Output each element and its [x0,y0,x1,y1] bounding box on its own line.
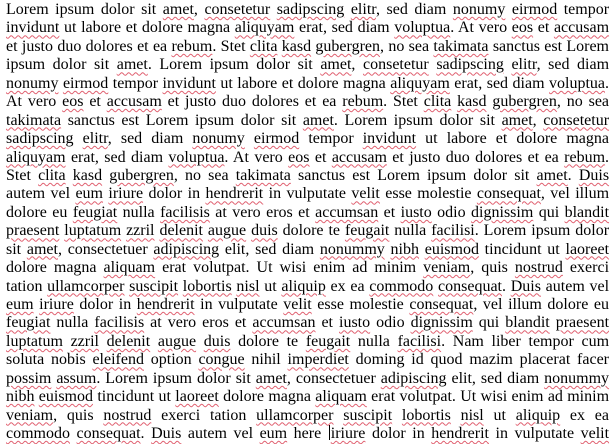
text-run: ex ea [325,277,370,295]
text-run: . [605,74,610,92]
misspelled-word: sadipscing [276,1,345,18]
misspelled-word: facilisi [397,332,442,350]
misspelled-word: dignissim [410,314,473,332]
misspelled-word: suscipit [343,406,393,424]
misspelled-word: euismod [38,388,93,406]
misspelled-word: amet [255,369,287,387]
text-run: dolor in [143,185,206,203]
misspelled-word: consequat [409,296,474,313]
misspelled-word: duis [251,222,278,240]
misspelled-word: gubergren [109,166,174,184]
misspelled-word: facilisi [431,222,475,240]
misspelled-word: luptatum [6,332,63,350]
misspelled-word: hendrerit [136,296,195,313]
misspelled-word: iusto [339,314,371,332]
misspelled-word: voluptua [168,148,225,166]
misspelled-word: dignissim [471,203,534,221]
misspelled-word: Duis [151,425,182,443]
text-run: sanctus est Lorem [488,37,609,55]
text-run: ipsum dolor sit [6,56,117,74]
misspelled-word: consetetur [204,1,271,18]
text-run: dolor in [365,425,432,443]
text-run: ut labore et dolore magna [215,74,391,92]
misspelled-word: elitr [350,1,376,18]
misspelled-word: consequat [76,425,141,443]
text-run: tempor [108,74,163,92]
misspelled-word: accusam [331,148,387,166]
misspelled-word: amet [501,111,533,129]
misspelled-word: imperdiet [287,351,349,369]
misspelled-word: accumsan [252,314,316,332]
misspelled-word: aliquyam [390,74,450,92]
text-line [6,388,609,406]
misspelled-word: facilisis [94,314,145,332]
misspelled-word: eum [75,185,103,203]
misspelled-word: nonumy [192,130,245,148]
text-run: doming id quod mazim placerat facer [348,351,610,369]
text-run: dolore te [230,332,306,350]
text-run: dolor in [73,296,137,313]
text-line [6,259,609,277]
text-line [6,56,609,74]
text-run: qui [533,203,565,221]
text-run [245,130,254,147]
misspelled-word: euismod [424,240,479,258]
misspelled-word: amet [116,56,148,74]
misspelled-word: veniam [6,406,54,424]
misspelled-word: ullamcorper [256,406,334,424]
misspelled-word: feugait [344,222,390,240]
text-run [333,407,343,424]
misspelled-word: praesent [555,314,610,332]
text-run: , vel illum [540,185,610,203]
misspelled-word: accusam [553,19,610,37]
text-run: . Lorem ipsum dolor sit [96,369,256,387]
text-run: sanctus est Lorem ipsum dolor sit [61,111,303,129]
text-run: tempor [299,130,363,148]
misspelled-word: lobortis [401,406,451,424]
misspelled-word: amet [302,111,334,129]
misspelled-word: takimata [433,37,489,55]
text-run: qui [472,314,506,332]
text-run: sanctus est Lorem ipsum dolor sit [290,166,537,184]
text-run: exerci [562,259,610,277]
misspelled-word: feugait [305,332,351,350]
misspelled-word: kasd [457,93,487,111]
text-line [6,1,609,19]
text-run [99,333,107,350]
misspelled-word: eos [288,148,310,166]
misspelled-word: eum [259,425,288,443]
text-run: . [140,425,152,443]
text-line [6,314,609,332]
text-run: . Stet [212,37,250,55]
text-run: ex ea [560,406,610,424]
misspelled-word: laoreet [175,388,219,406]
text-run: . [605,148,610,166]
misspelled-word: iriure [108,185,144,203]
misspelled-word: lobortis [182,277,232,295]
text-run: dolore eu [6,203,73,221]
text-line [6,204,609,222]
text-run: , [351,56,363,74]
misspelled-word: blandit [505,314,550,332]
text-run: nulla [389,222,432,240]
misspelled-word: nonummy [319,240,385,258]
misspelled-word: kasd [281,37,312,55]
misspelled-word: aliquam [103,259,156,277]
text-line [6,333,609,351]
text-run: ut labore et dolore magna [59,19,235,37]
misspelled-word: clita [423,93,452,111]
misspelled-word: duis [203,332,231,350]
misspelled-word: elitr [511,56,537,74]
text-line [6,112,609,130]
text-run [150,333,158,350]
text-line [6,296,609,314]
text-run: , no sea [173,166,236,184]
text-run: et [83,93,107,111]
text-run: , vel illum dolore eu [473,296,610,313]
text-run: . Nam liber tempor cum [441,332,610,350]
misspelled-word: nibh [390,240,419,258]
text-run: autem vel [540,277,610,295]
misspelled-word: eos [511,19,534,37]
text-run: . [502,277,511,295]
misspelled-word: invidunt [362,130,417,148]
misspelled-word: iusto [400,203,432,221]
misspelled-word: possim [6,369,52,387]
misspelled-word: rebum [564,148,606,166]
text-run: tincidunt ut [478,240,566,258]
text-run: ut [259,277,282,295]
misspelled-word: voluptua [394,19,451,37]
misspelled-word: feugiat [72,203,118,221]
misspelled-word: aliquip [281,277,326,295]
text-line [6,38,609,56]
text-run: , [532,111,544,129]
text-run: . [567,166,579,184]
misspelled-word: nostrud [103,406,152,424]
misspelled-word: takimata [6,111,62,129]
misspelled-word: kasd [72,166,103,184]
text-run [451,407,461,424]
text-run [392,407,402,424]
text-run: . At vero [450,19,512,37]
misspelled-word: blandit [564,203,610,221]
text-run [66,167,73,184]
misspelled-word: accusam [106,93,162,111]
text-cursor [329,425,330,440]
misspelled-word: nonumy [6,74,59,92]
misspelled-word: congue [198,351,245,369]
misspelled-word: commodo [369,277,434,295]
misspelled-word: amet [320,56,352,74]
text-run: nulla [350,332,398,350]
misspelled-word: iriure [330,425,366,443]
text-line [6,241,609,259]
text-run: dolore te [277,222,345,240]
text-run: , quis [53,406,104,424]
text-line [6,19,609,37]
misspelled-word: assum [56,369,97,387]
text-run: esse molestie [379,185,477,203]
misspelled-word: suscipit [129,277,179,295]
text-run: et [378,203,401,221]
text-run: , sed diam [375,1,453,18]
text-run: esse molestie [311,296,410,313]
text-run: sit [6,240,27,258]
misspelled-word: eirmod [511,1,558,18]
text-run: odio [431,203,472,221]
text-run: , consectetuer [286,369,381,387]
misspelled-word: eos [62,93,84,111]
text-run [63,333,71,350]
misspelled-word: nostrud [514,259,563,277]
misspelled-word: amet [162,1,194,18]
text-run: autem vel [181,425,260,443]
misspelled-word: elitr [82,130,108,148]
text-run: , no sea [556,93,610,111]
misspelled-word: Duis [578,166,610,184]
text-run: , consectetuer [57,240,154,258]
text-run: ut labore et dolore magna [416,130,610,148]
misspelled-word: nibh [6,388,35,406]
misspelled-word: praesent [6,222,60,240]
misspelled-word: gubergren [492,93,557,111]
text-line [6,185,609,203]
misspelled-word: eirmod [253,130,300,148]
text-run: ut [483,406,516,424]
misspelled-word: nisl [460,406,484,424]
misspelled-word: delenit [106,332,151,350]
text-run: option [143,351,199,369]
misspelled-word: adipiscing [380,369,447,387]
misspelled-word: eirmod [62,74,109,92]
text-run: nulla [117,203,161,221]
misspelled-word: aliquip [515,406,561,424]
misspelled-word: clita [38,166,66,184]
misspelled-word: nisl [236,277,260,295]
text-line [6,370,609,388]
text-run: erat, sed diam [294,19,395,37]
misspelled-word: zzril [126,222,155,240]
misspelled-word: consetetur [362,56,429,74]
text-run: in vulputate [263,185,352,203]
text-run: , no sea [380,37,434,55]
text-run: , sed diam [536,56,610,74]
misspelled-word: takimata [235,166,291,184]
text-run: erat, sed diam [65,148,169,166]
text-run: , sed diam [107,130,193,148]
text-run: et justo duo dolores et ea [6,37,172,55]
text-run: . Stet [383,93,424,111]
misspelled-word: aliquyam [234,19,295,37]
text-run: et [533,19,554,37]
misspelled-word: aliquyam [6,148,66,166]
text-run: et justo duo dolores et ea [161,93,343,111]
text-run: Lorem ipsum dolor sit [6,1,163,18]
text-run: et [309,148,332,166]
misspelled-word: luptatum [64,222,122,240]
misspelled-word: commodo [6,425,70,443]
text-run: nulla [50,314,95,332]
misspelled-word: sadipscing [6,130,74,148]
text-run: . Lorem ipsum dolor [474,222,610,240]
misspelled-word: facilisis [160,203,210,221]
text-run: nihil [244,351,288,369]
text-run: At vero [6,93,63,111]
text-run: , [193,1,205,18]
misspelled-word: invidunt [6,19,60,37]
text-run: Stet [6,166,39,184]
text-run: autem vel [6,185,76,203]
misspelled-word: rebum [342,93,384,111]
misspelled-word: eum [6,296,34,313]
misspelled-word: amet [536,166,568,184]
misspelled-word: zzril [70,332,99,350]
misspelled-word: accumsan [315,203,379,221]
text-run: tation [6,277,48,295]
text-run: in vulputate [194,296,284,313]
misspelled-word: feugiat [6,314,51,332]
text-run: erat volutpat. Ut wisi enim ad minim [155,259,424,277]
misspelled-word: laoreet [565,240,610,258]
misspelled-word: aliquam [315,388,367,406]
misspelled-word: voluptua [549,74,606,92]
text-run [196,333,204,350]
misspelled-word: ullamcorper [47,277,125,295]
misspelled-word: nonumy [452,1,506,18]
text-run: erat volutpat. Ut wisi enim ad minim [366,388,610,406]
text-line [6,130,609,148]
misspelled-word: consequat [438,277,502,295]
misspelled-word: eleifend [92,351,144,369]
misspelled-word: iriure [39,296,74,313]
misspelled-word: invidunt [162,74,216,92]
text-line [6,75,609,93]
text-run: here [287,425,328,443]
text-run: . Lorem ipsum dolor sit [333,111,502,129]
misspelled-word: velit [283,296,312,313]
document-body[interactable] [6,1,609,444]
text-run: elit, sed diam [219,240,320,258]
text-run: tincidunt ut [93,388,176,406]
text-line [6,93,609,111]
misspelled-word: augue [207,222,247,240]
text-run: odio [370,314,411,332]
text-line [6,149,609,167]
misspelled-word: hendrerit [431,425,489,443]
misspelled-word: rebum [171,37,213,55]
misspelled-word: velit [580,425,610,443]
text-run: erat, sed diam [449,74,550,92]
misspelled-word: adipiscing [153,240,220,258]
text-run: exerci tation [151,406,257,424]
text-run: soluta nobis [6,351,93,369]
text-run: . Lorem ipsum dolor sit [147,56,321,74]
misspelled-word: amet [26,240,58,258]
text-run: at vero eros et [144,314,253,332]
text-run: tempor [557,1,610,18]
text-run: et [315,314,339,332]
misspelled-word: veniam [423,259,471,277]
text-run: et justo duo dolores et ea [386,148,565,166]
text-run: at vero eros et [209,203,316,221]
text-line [6,425,609,443]
misspelled-word: nonummy [544,369,610,387]
text-run [74,130,83,147]
text-line [6,407,609,425]
text-run: dolore magna [6,259,104,277]
text-run: , quis [470,259,515,277]
text-run: in vulputate [489,425,581,443]
misspelled-word: gubergren [315,37,380,55]
text-run: elit, sed diam [446,369,545,387]
text-line [6,351,609,369]
text-line [6,278,609,296]
misspelled-word: delenit [159,222,203,240]
misspelled-word: augue [157,332,197,350]
text-line [6,222,609,240]
misspelled-word: consequat [476,185,541,203]
misspelled-word: Duis [510,277,541,295]
misspelled-word: velit [351,185,380,203]
misspelled-word: consetetur [543,111,610,129]
text-line [6,167,609,185]
misspelled-word: sadipscing [436,56,504,74]
text-run: . At vero [224,148,289,166]
text-run: dolore magna [218,388,316,406]
misspelled-word: clita [249,37,278,55]
misspelled-word: hendrerit [205,185,264,203]
